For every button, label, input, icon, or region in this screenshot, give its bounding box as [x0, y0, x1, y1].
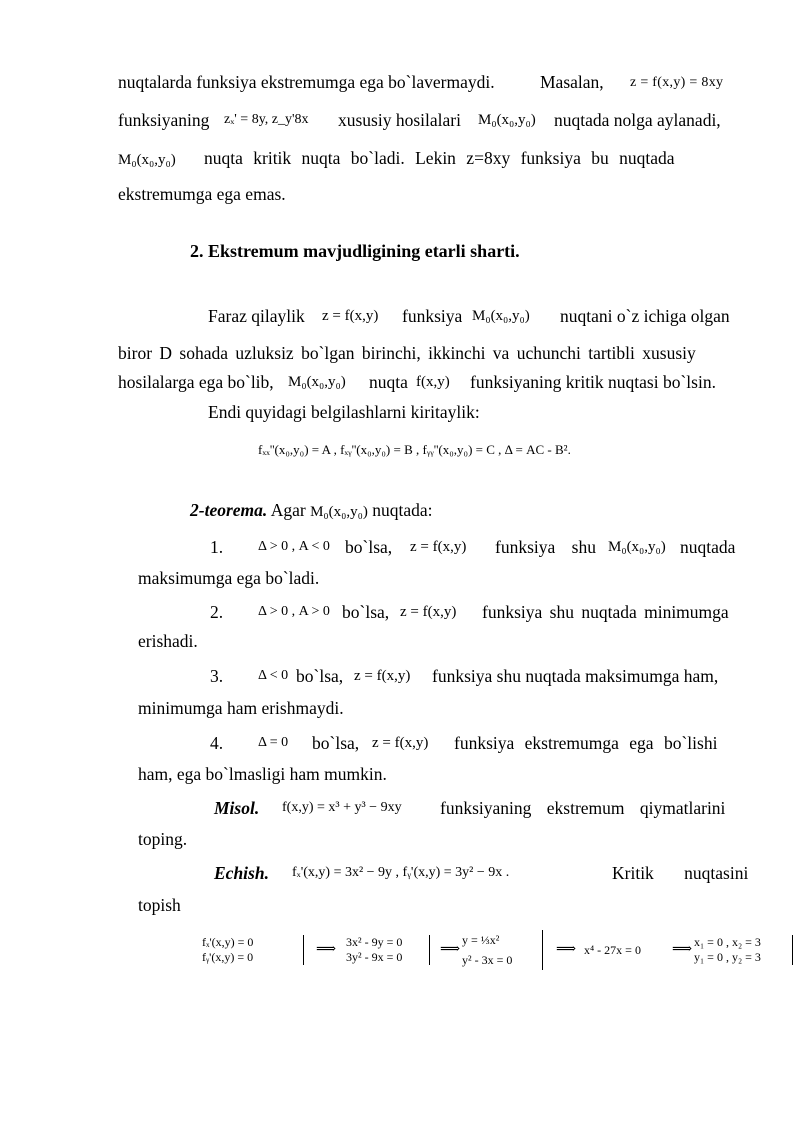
- system-3: [462, 930, 512, 970]
- text: bo`lsa,: [296, 666, 344, 686]
- theorem-item-3: [210, 665, 740, 687]
- theorem-item-3-cont: minimumga ham erishmaydi.: [138, 698, 344, 718]
- theorem-item-4: [210, 732, 740, 754]
- equation: 3y² - 9x = 0: [346, 950, 403, 964]
- example-cont: toping.: [138, 829, 188, 849]
- text: nuqtada:: [372, 500, 433, 520]
- arrow-icon: ⟹: [672, 942, 693, 957]
- theorem-item-4-cont: ham, ega bo`lmasligi ham mumkin.: [138, 764, 387, 784]
- theorem-item-2: [210, 601, 740, 623]
- formula: f(x,y) = x³ + y³ − 9xy: [282, 800, 402, 815]
- brace: [536, 930, 543, 970]
- arrow-icon: ⟹: [440, 942, 461, 957]
- text: Masalan,: [540, 72, 604, 92]
- equation: y² - 3x = 0: [462, 953, 513, 967]
- formula: M₀(x₀,y₀): [478, 112, 536, 128]
- para2-line3: [118, 371, 740, 393]
- formula: z = f(x,y): [400, 604, 457, 620]
- equation: y = ⅓x²: [462, 933, 500, 947]
- para2-line4: Endi quyidagi belgilashlarni kiritaylik:: [208, 402, 480, 422]
- solution-label: Echish.: [214, 863, 269, 883]
- para1-line4: ekstremumga ega emas.: [118, 184, 286, 204]
- para1-line1: [118, 71, 740, 93]
- equation: 3x² - 9y = 0: [346, 935, 403, 949]
- theorem-line: [190, 499, 432, 523]
- solution-line: [214, 862, 749, 884]
- theorem-item-1: [210, 536, 740, 558]
- item-number: 3.: [210, 666, 224, 686]
- definitions-formula: fₓₓ''(x₀,y₀) = A , fₓᵧ''(x₀,y₀) = B , fᵧᵧ''(x₀,y₀) = C , Δ = AC - B².: [258, 442, 571, 457]
- text: nuqtalarda funksiya ekstremumga ega bo`lavermaydi.: [118, 72, 495, 92]
- formula: Δ > 0 , A < 0: [258, 539, 330, 554]
- system-2: [346, 935, 402, 965]
- formula: M₀(x₀,y₀): [118, 152, 176, 168]
- formula: fₓ'(x,y) = 3x² − 9y , fᵧ'(x,y) = 3y² − 9x .: [292, 865, 510, 880]
- formula: Δ = 0: [258, 735, 289, 750]
- formula: Δ < 0: [258, 668, 289, 683]
- text: nuqta: [369, 372, 408, 392]
- para2-line2: biror D sohada uzluksiz bo`lgan birinchi, ikkinchi va uchunchi tartibli xususiy: [118, 343, 696, 363]
- theorem-item-1-cont: maksimumga ega bo`ladi.: [138, 568, 320, 588]
- item-number: 2.: [210, 602, 224, 622]
- formula: Δ > 0 , A > 0: [258, 604, 330, 619]
- text: funksiya: [402, 306, 463, 326]
- formula: z = f(x,y): [410, 539, 467, 555]
- theorem-title: 2-teorema.: [190, 500, 268, 520]
- text: nuqtada: [680, 537, 736, 557]
- text: bo`lsa,: [342, 602, 390, 622]
- system-4: [694, 935, 761, 965]
- system-1: [202, 935, 253, 965]
- text: bo`lsa,: [345, 537, 393, 557]
- formula: M₀(x₀,y₀): [472, 308, 530, 324]
- item-number: 4.: [210, 733, 224, 753]
- equation: x₁ = 0 , x₂ = 3: [694, 935, 761, 949]
- equation: fₓ'(x,y) = 0: [202, 935, 254, 949]
- para2-line1: [208, 305, 740, 327]
- text: funksiya shu nuqtada minimumga: [482, 602, 729, 622]
- equation: x⁴ - 27x = 0: [584, 943, 641, 957]
- text: nuqta kritik nuqta bo`ladi. Lekin z=8xy funksiya bu nuqtada: [204, 148, 675, 168]
- theorem-item-2-cont: erishadi.: [138, 631, 198, 651]
- formula: zₓ' = 8y, z_y'8x: [224, 112, 309, 127]
- brace: [423, 935, 430, 965]
- equation: y₁ = 0 , y₂ = 3: [694, 950, 761, 964]
- text: xususiy hosilalari: [338, 110, 461, 130]
- formula: z = f(x,y): [322, 308, 379, 324]
- formula: M₀(x₀,y₀): [608, 539, 666, 555]
- text: nuqtada nolga aylanadi,: [554, 110, 721, 130]
- para1-line3: [118, 147, 740, 171]
- para1-line2: [118, 109, 740, 131]
- example-line: [214, 797, 740, 819]
- example-label: Misol.: [214, 798, 260, 818]
- text: funksiya shu nuqtada maksimumga ham,: [432, 666, 719, 686]
- text: funksiya ekstremumga ega bo`lishi: [454, 733, 718, 753]
- arrow-icon: ⟹: [556, 942, 577, 957]
- section-heading: 2. Ekstremum mavjudligining etarli sharti.: [190, 241, 520, 261]
- formula: M₀(x₀,y₀): [288, 374, 346, 390]
- text: funksiya shu: [495, 537, 596, 557]
- brace: [786, 935, 793, 965]
- arrow-icon: ⟹: [316, 942, 337, 957]
- brace: [297, 935, 304, 965]
- formula: z = f(x,y): [372, 735, 429, 751]
- text: Kritik nuqtasini: [612, 863, 749, 883]
- text: bo`lsa,: [312, 733, 360, 753]
- text: Agar: [270, 500, 306, 520]
- text: hosilalarga ega bo`lib,: [118, 372, 274, 392]
- solution-cont: topish: [138, 895, 181, 915]
- formula: f(x,y): [416, 374, 450, 390]
- text: funksiyaning kritik nuqtasi bo`lsin.: [470, 372, 716, 392]
- item-number: 1.: [210, 537, 224, 557]
- equation: fᵧ'(x,y) = 0: [202, 950, 254, 964]
- formula: z = f(x,y) = 8xy: [630, 75, 724, 90]
- text: funksiyaning: [118, 110, 210, 130]
- text: nuqtani o`z ichiga olgan: [560, 306, 730, 326]
- text: Faraz qilaylik: [208, 306, 305, 326]
- formula: M₀(x₀,y₀): [310, 504, 368, 520]
- text: funksiyaning ekstremum qiymatlarini: [440, 798, 726, 818]
- formula: z = f(x,y): [354, 668, 411, 684]
